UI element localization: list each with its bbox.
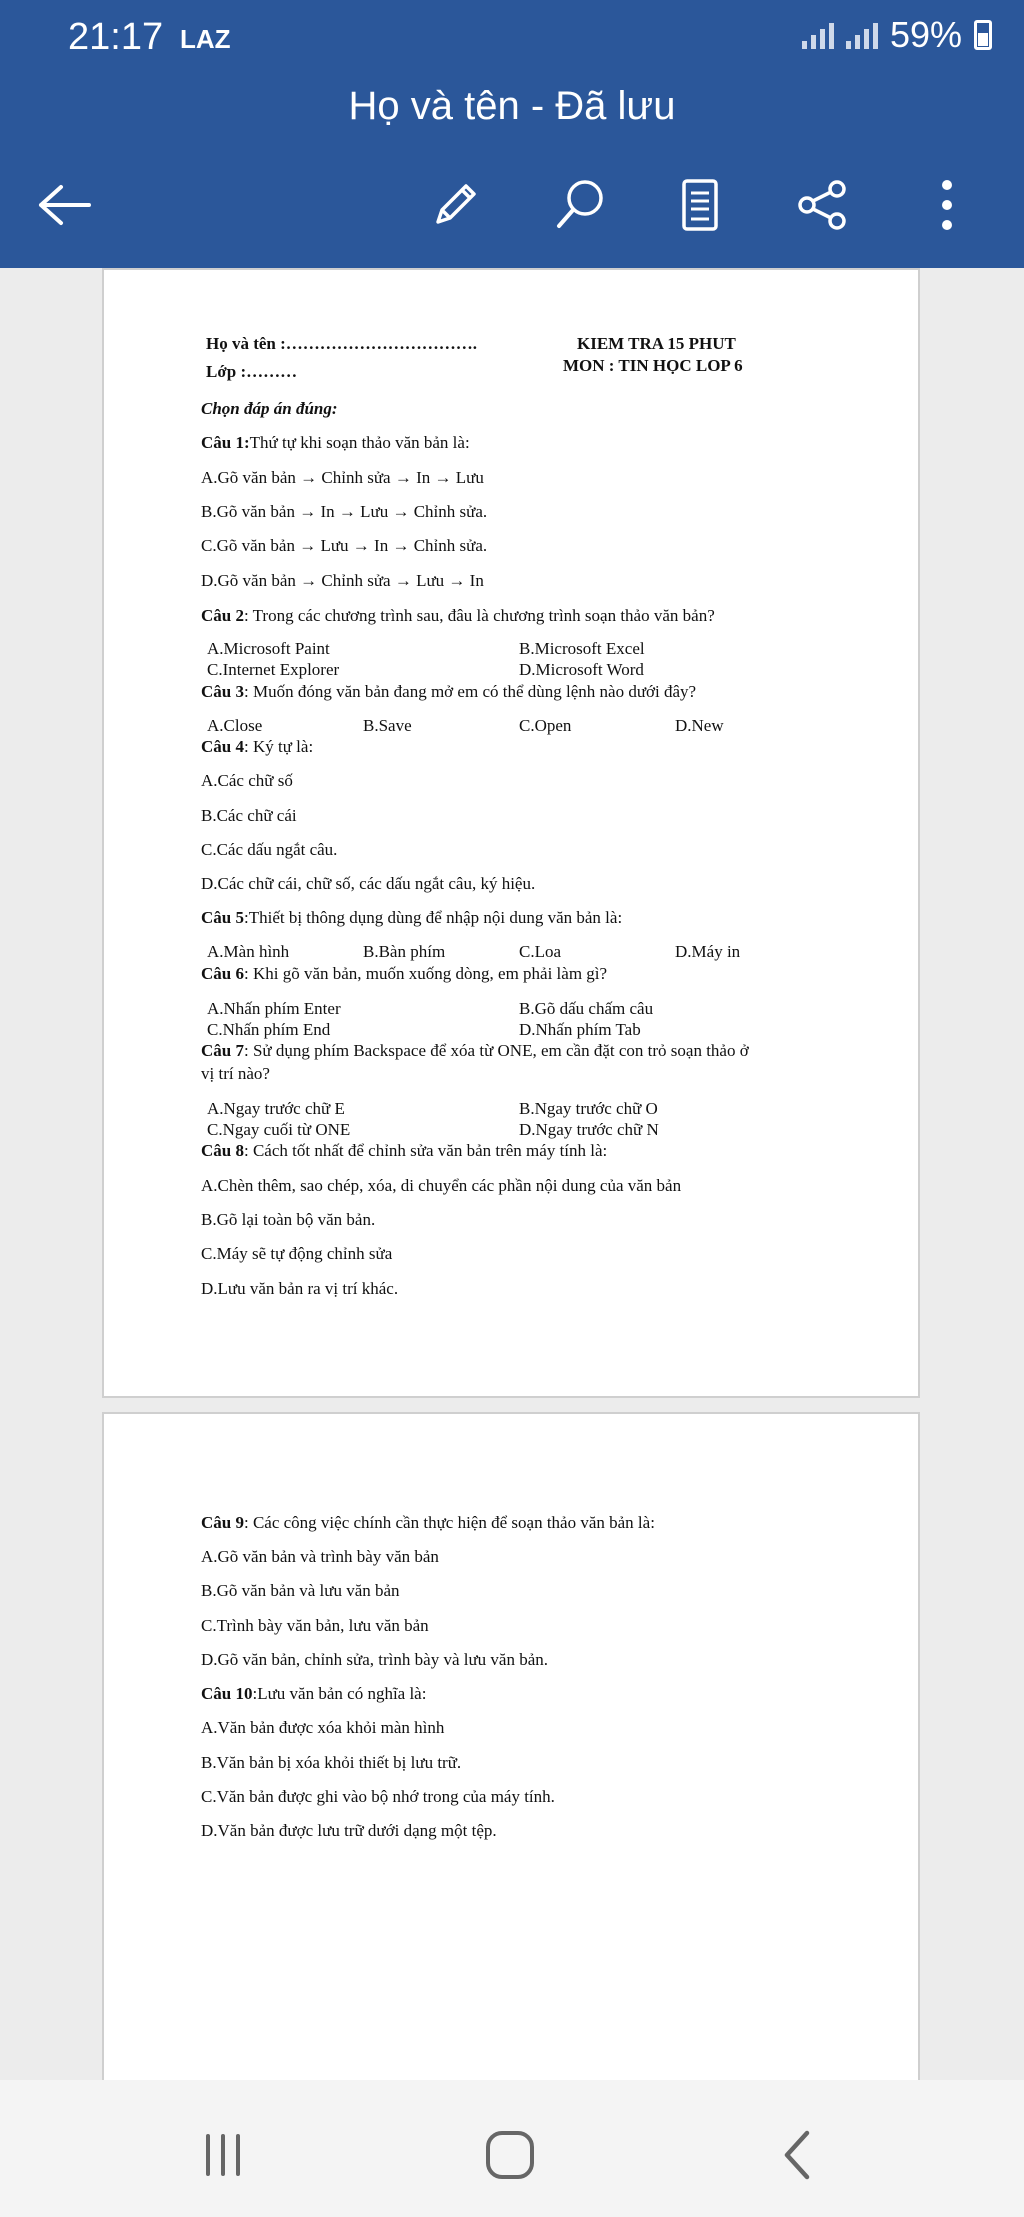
q3-option-b: B.Save bbox=[363, 716, 412, 735]
question-7-cont: vị trí nào? bbox=[201, 1064, 270, 1083]
battery-percent: 59% bbox=[889, 14, 962, 55]
q10-option-b: B.Văn bản bị xóa khỏi thiết bị lưu trữ. bbox=[201, 1753, 462, 1772]
status-right bbox=[802, 14, 992, 56]
question-10: Câu 10:Lưu văn bản có nghĩa là: bbox=[201, 1684, 427, 1703]
q1-option-a: A.Gõ văn bản → Chỉnh sửa → In → Lưu bbox=[201, 468, 484, 487]
question-2: Câu 2: Trong các chương trình sau, đâu là chương trình soạn thảo văn bản? bbox=[201, 606, 715, 625]
question-4: Câu 4: Ký tự là: bbox=[201, 737, 314, 756]
q9-option-c: C.Trình bày văn bản, lưu văn bản bbox=[201, 1616, 429, 1635]
q1-option-b: B.Gõ văn bản → In → Lưu → Chỉnh sửa. bbox=[201, 502, 488, 521]
search-icon[interactable] bbox=[545, 170, 615, 240]
name-line: Họ và tên :……………………………. bbox=[206, 334, 478, 353]
recent-apps-icon[interactable] bbox=[178, 2110, 268, 2200]
q5-option-a: A.Màn hình bbox=[207, 942, 290, 961]
question-5: Câu 5:Thiết bị thông dụng dùng để nhập nội dung văn bản là: bbox=[201, 908, 623, 927]
q8-option-c: C.Máy sẽ tự động chỉnh sửa bbox=[201, 1244, 393, 1263]
q7-option-c: C.Ngay cuối từ ONE bbox=[207, 1120, 351, 1139]
q6-option-c: C.Nhấn phím End bbox=[207, 1020, 331, 1039]
reading-view-icon[interactable] bbox=[665, 170, 735, 240]
class-line: Lớp :……… bbox=[206, 362, 298, 381]
q7-option-b: B.Ngay trước chữ O bbox=[519, 1099, 658, 1118]
signal-icon bbox=[802, 21, 834, 49]
q3-option-c: C.Open bbox=[519, 716, 572, 735]
q4-option-c: C.Các dấu ngắt câu. bbox=[201, 840, 338, 859]
battery-icon bbox=[974, 20, 992, 50]
back-arrow-icon[interactable] bbox=[30, 170, 100, 240]
q8-option-d: D.Lưu văn bản ra vị trí khác. bbox=[201, 1279, 399, 1298]
q4-option-a: A.Các chữ số bbox=[201, 771, 293, 790]
pencil-icon[interactable] bbox=[420, 170, 490, 240]
q9-option-b: B.Gõ văn bản và lưu văn bản bbox=[201, 1581, 400, 1600]
question-8: Câu 8: Cách tốt nhất để chỉnh sửa văn bản trên máy tính là: bbox=[201, 1141, 608, 1160]
q4-option-b: B.Các chữ cái bbox=[201, 806, 297, 825]
q5-option-b: B.Bàn phím bbox=[363, 942, 446, 961]
home-icon[interactable] bbox=[465, 2110, 555, 2200]
q7-option-a: A.Ngay trước chữ E bbox=[207, 1099, 345, 1118]
question-1: Câu 1:Thứ tự khi soạn thảo văn bản là: bbox=[201, 433, 470, 452]
q10-option-a: A.Văn bản được xóa khỏi màn hình bbox=[201, 1718, 445, 1737]
test-title: KIEM TRA 15 PHUT bbox=[577, 334, 736, 353]
q5-option-d: D.Máy in bbox=[675, 942, 741, 961]
question-6: Câu 6: Khi gõ văn bản, muốn xuống dòng, em phải làm gì? bbox=[201, 964, 608, 983]
signal-icon-2 bbox=[846, 21, 878, 49]
q1-option-c: C.Gõ văn bản → Lưu → In → Chỉnh sửa. bbox=[201, 536, 488, 555]
q1-option-d: D.Gõ văn bản → Chỉnh sửa → Lưu → In bbox=[201, 571, 484, 590]
share-icon[interactable] bbox=[788, 170, 858, 240]
q7-option-d: D.Ngay trước chữ N bbox=[519, 1120, 659, 1139]
q6-option-d: D.Nhấn phím Tab bbox=[519, 1020, 641, 1039]
question-7: Câu 7: Sử dụng phím Backspace để xóa từ ONE, em cần đặt con trỏ soạn thảo ở bbox=[201, 1041, 749, 1060]
q6-option-a: A.Nhấn phím Enter bbox=[207, 999, 341, 1018]
more-icon[interactable] bbox=[912, 170, 982, 240]
q2-option-d: D.Microsoft Word bbox=[519, 660, 644, 679]
q2-option-a: A.Microsoft Paint bbox=[207, 639, 330, 658]
status-carrier: LAZ bbox=[180, 24, 231, 54]
system-nav-bar bbox=[0, 2080, 1024, 2217]
app-header bbox=[0, 0, 1024, 268]
q5-option-c: C.Loa bbox=[519, 942, 562, 961]
q6-option-b: B.Gõ dấu chấm câu bbox=[519, 999, 654, 1018]
q3-option-d: D.New bbox=[675, 716, 724, 735]
back-icon[interactable] bbox=[752, 2110, 842, 2200]
q3-option-a: A.Close bbox=[207, 716, 263, 735]
instruction: Chọn đáp án đúng: bbox=[201, 399, 338, 418]
q8-option-a: A.Chèn thêm, sao chép, xóa, di chuyển các phần nội dung của văn bản bbox=[201, 1176, 682, 1195]
document-title: Họ và tên - Đã lưu bbox=[348, 84, 676, 128]
q4-option-d: D.Các chữ cái, chữ số, các dấu ngắt câu, ký hiệu. bbox=[201, 874, 536, 893]
q2-option-c: C.Internet Explorer bbox=[207, 660, 340, 679]
toolbar bbox=[0, 170, 1024, 250]
q10-option-d: D.Văn bản được lưu trữ dưới dạng một tệp. bbox=[201, 1821, 497, 1840]
q9-option-a: A.Gõ văn bản và trình bày văn bản bbox=[201, 1547, 439, 1566]
q2-option-b: B.Microsoft Excel bbox=[519, 639, 645, 658]
q8-option-b: B.Gõ lại toàn bộ văn bản. bbox=[201, 1210, 376, 1229]
question-3: Câu 3: Muốn đóng văn bản đang mở em có thể dùng lệnh nào dưới đây? bbox=[201, 682, 697, 701]
question-9: Câu 9: Các công việc chính cần thực hiện để soạn thảo văn bản là: bbox=[201, 1513, 655, 1532]
status-time: 21:17 bbox=[68, 16, 164, 58]
test-subject: MON : TIN HỌC LOP 6 bbox=[563, 356, 743, 375]
q9-option-d: D.Gõ văn bản, chỉnh sửa, trình bày và lưu văn bản. bbox=[201, 1650, 549, 1669]
q10-option-c: C.Văn bản được ghi vào bộ nhớ trong của máy tính. bbox=[201, 1787, 555, 1806]
